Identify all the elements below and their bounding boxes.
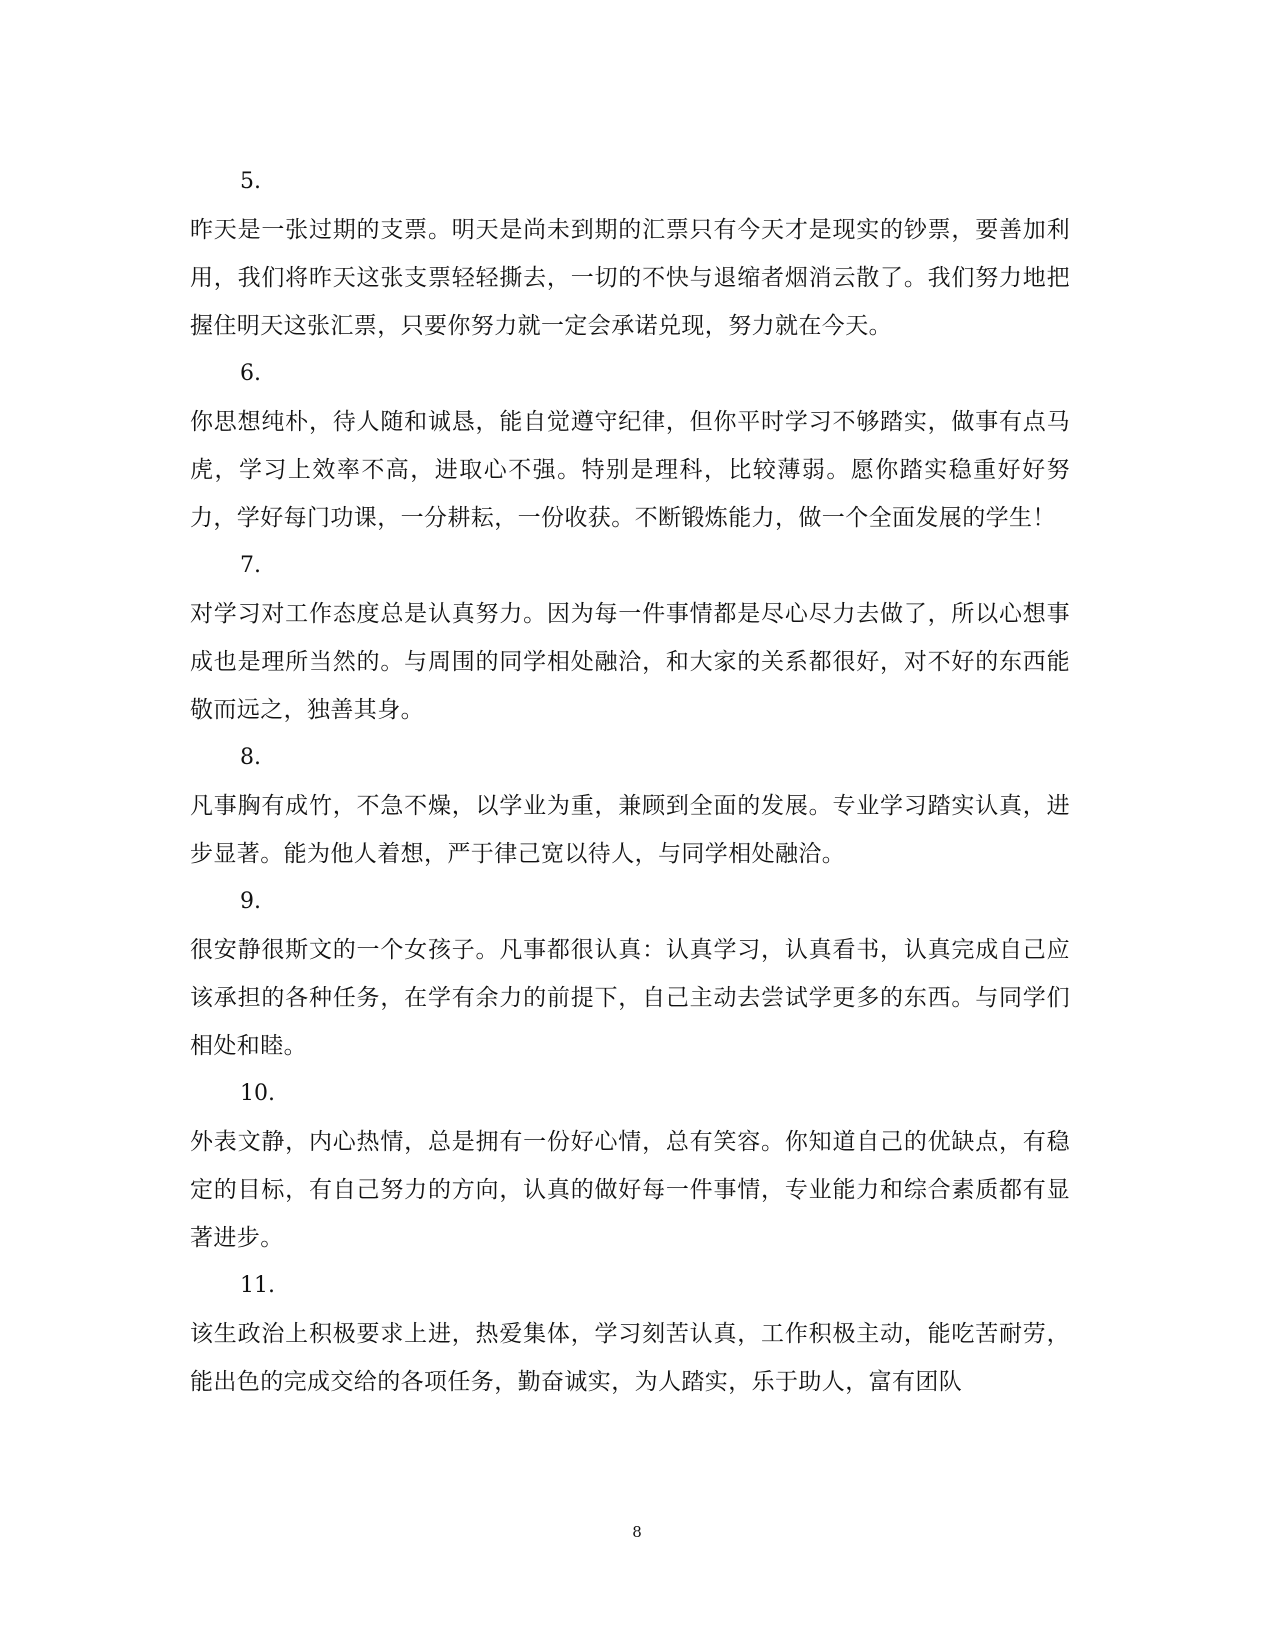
document-body	[190, 158, 1070, 1406]
item-paragraph: 很安静很斯文的一个女孩子。凡事都很认真：认真学习，认真看书，认真完成自己应该承担的各种任务，在学有余力的前提下，自己主动去尝试学更多的东西。与同学们相处和睦。	[190, 937, 1070, 1059]
item-paragraph: 该生政治上积极要求上进，热爱集体，学习刻苦认真，工作积极主动，能吃苦耐劳，能出色的完成交给的各项任务，勤奋诚实，为人踏实，乐于助人，富有团队	[190, 1321, 1070, 1395]
item-number: 11.	[240, 1273, 275, 1298]
item-paragraph: 你思想纯朴，待人随和诚恳，能自觉遵守纪律，但你平时学习不够踏实，做事有点马虎，学习上效率不高，进取心不强。特别是理科，比较薄弱。愿你踏实稳重好好努力，学好每门功课，一分耕耘，一份收获。不断锻炼能力，做一个全面发展的学生！	[190, 409, 1070, 531]
item-number: 7.	[240, 553, 261, 578]
item-paragraph: 昨天是一张过期的支票。明天是尚未到期的汇票只有今天才是现实的钞票，要善加利用，我们将昨天这张支票轻轻撕去，一切的不快与退缩者烟消云散了。我们努力地把握住明天这张汇票，只要你努力就一定会承诺兑现，努力就在今天。	[190, 217, 1070, 339]
item-number: 5.	[240, 169, 261, 194]
item-paragraph: 外表文静，内心热情，总是拥有一份好心情，总有笑容。你知道自己的优缺点，有稳定的目标，有自己努力的方向，认真的做好每一件事情，专业能力和综合素质都有显著进步。	[190, 1129, 1070, 1251]
item-number: 10.	[240, 1081, 275, 1106]
item-number: 6.	[240, 361, 261, 386]
item-paragraph: 对学习对工作态度总是认真努力。因为每一件事情都是尽心尽力去做了，所以心想事成也是理所当然的。与周围的同学相处融洽，和大家的关系都很好，对不好的东西能敬而远之，独善其身。	[190, 601, 1070, 723]
item-number: 8.	[240, 745, 261, 770]
item-number: 9.	[240, 889, 261, 914]
page-number: 8	[632, 1523, 642, 1541]
item-paragraph: 凡事胸有成竹，不急不燥，以学业为重，兼顾到全面的发展。专业学习踏实认真，进步显著。能为他人着想，严于律己宽以待人，与同学相处融洽。	[190, 793, 1070, 867]
